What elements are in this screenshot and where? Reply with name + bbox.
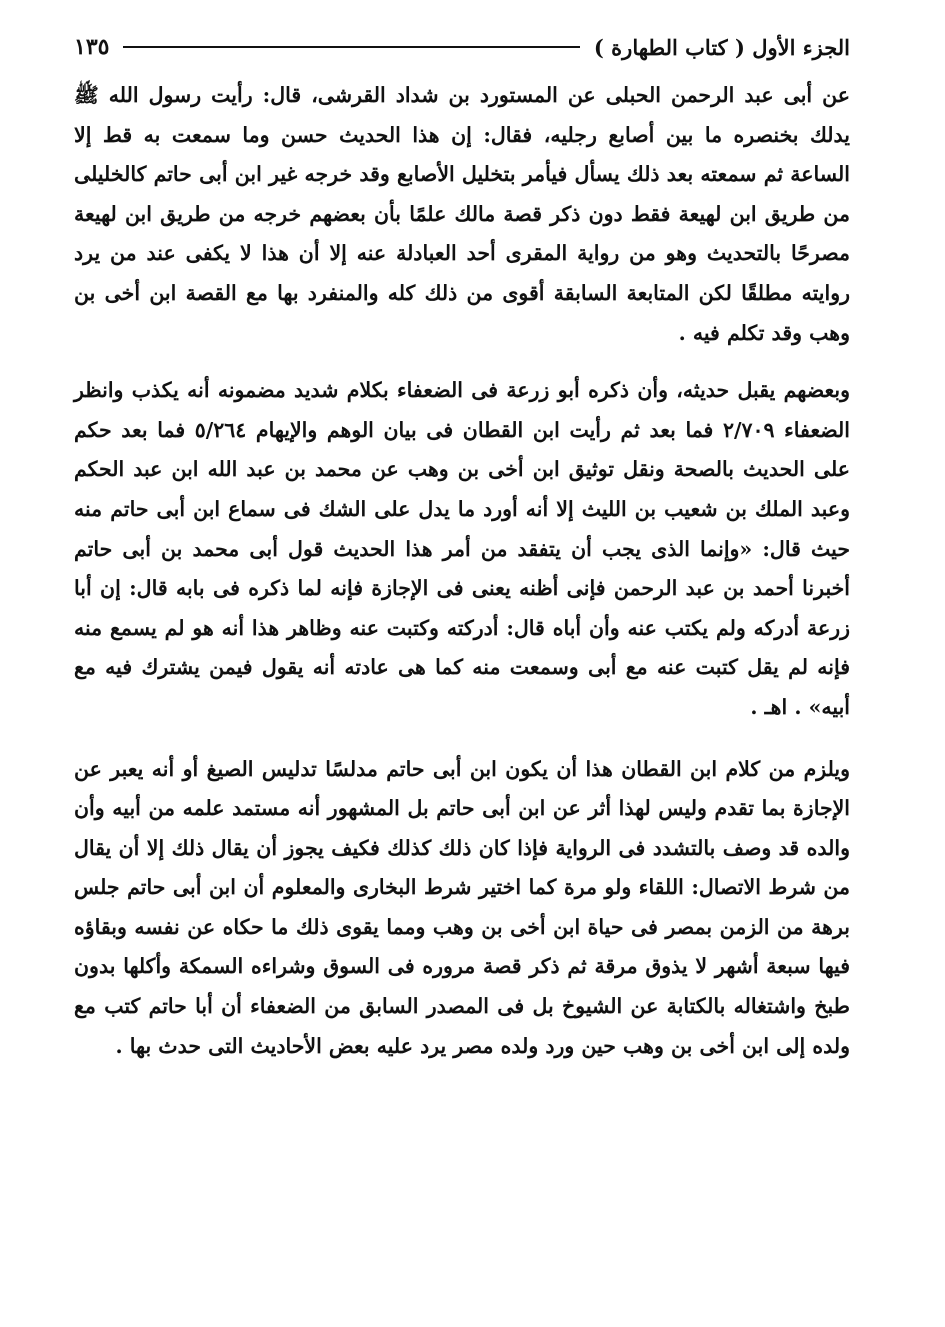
header-rule <box>123 46 579 48</box>
paragraph-1: عن أبى عبد الرحمن الحبلى عن المستورد بن شداد القرشى، قال: رأيت رسول الله ﷺ يدلك بخنصره ما بين أصابع رجليه، فقال: إن هذا الحديث حسن وما سمعت به قط إلا الساعة ثم سمعته بعد ذلك يسأل فيأمر بتخليل الأصابع وقد خرجه غير ابن أبى حاتم كالخليلى من طريق ابن لهيعة فقط دون ذكر قصة مالك علمًا بأن بعضهم خرجه من طريق ابن لهيعة مصرحًا بالتحديث وهو من رواية المقرى أحد العبادلة عنه إلا أن هذا لا يكفى عند من يرد روايته مطلقًا لكن المتابعة السابقة أقوى من ذلك كله والمنفرد بها مع القصة ابن أخى بن وهب وقد تكلم فيه . <box>74 83 850 345</box>
page-number: ١٣٥ <box>74 34 110 60</box>
page-header <box>74 30 850 64</box>
book-page <box>74 30 850 1066</box>
running-title: الجزء الأول ( كتاب الطهارة ) <box>593 34 850 60</box>
page-body <box>74 76 850 1066</box>
paragraph-3: ويلزم من كلام ابن القطان هذا أن يكون ابن أبى حاتم مدلسًا تدليس الصيغ أو أنه يعبر عن الإجازة بما تقدم وليس لهذا أثر عن ابن أبى حاتم بل المشهور أنه مستمد علمه من أبيه وأن والده قد وصف بالتشدد فى الرواية فإذا كان ذلك كذلك فكيف يجوز أن يقال ذلك إلا أن يقال من شرط الاتصال: اللقاء ولو مرة كما اختير شرط البخارى والمعلوم أن ابن أبى حاتم جلس برهة من الزمن بمصر فى حياة ابن أخى بن وهب ومما يقوى ذلك ما حكاه عن نفسه وبقاؤه فيها سبعة أشهر لا يذوق مرقة ثم ذكر قصة مروره فى السوق وشراءه السمكة وأكلها بدون طبخ واشتغاله بالكتابة عن الشيوخ بل فى المصدر السابق من الضعفاء أن أبا حاتم كتب مع ولده إلى ابن أخى بن وهب حين ورد ولده مصر يرد عليه بعض الأحاديث التى حدث بها . <box>74 756 850 1058</box>
paragraph-2: وبعضهم يقبل حديثه، وأن ذكره أبو زرعة فى الضعفاء بكلام شديد مضمونه أنه يكذب وانظر الضعفاء ٢/٧٠٩ فما بعد ثم رأيت ابن القطان فى بيان الوهم والإيهام ٥/٢٦٤ فما بعد حكم على الحديث بالصحة ونقل توثيق ابن أخى بن وهب عن محمد بن عبد الله ابن عبد الحكم وعبد الملك بن شعيب بن الليث إلا أنه أورد ما يدل على الشك فى سماع ابن أبى حاتم منه حيث قال: «وإنما الذى يجب أن يتفقد من أمر هذا الحديث قول أبى محمد بن أبى حاتم أخبرنا أحمد بن عبد الرحمن فإنى أظنه يعنى فى الإجازة فإنه لما ذكره فى بابه قال: إن أبا زرعة أدركه ولم يكتب عنه وأن أباه قال: أدركته وكتبت عنه وظاهر هذا أنه هو لم يسمع منه فإنه لم يقل كتبت عنه مع أبى وسمعت منه كما هى عادته أنه يقول فيمن يشترك فيه مع أبيه» . اهـ . <box>74 378 850 719</box>
